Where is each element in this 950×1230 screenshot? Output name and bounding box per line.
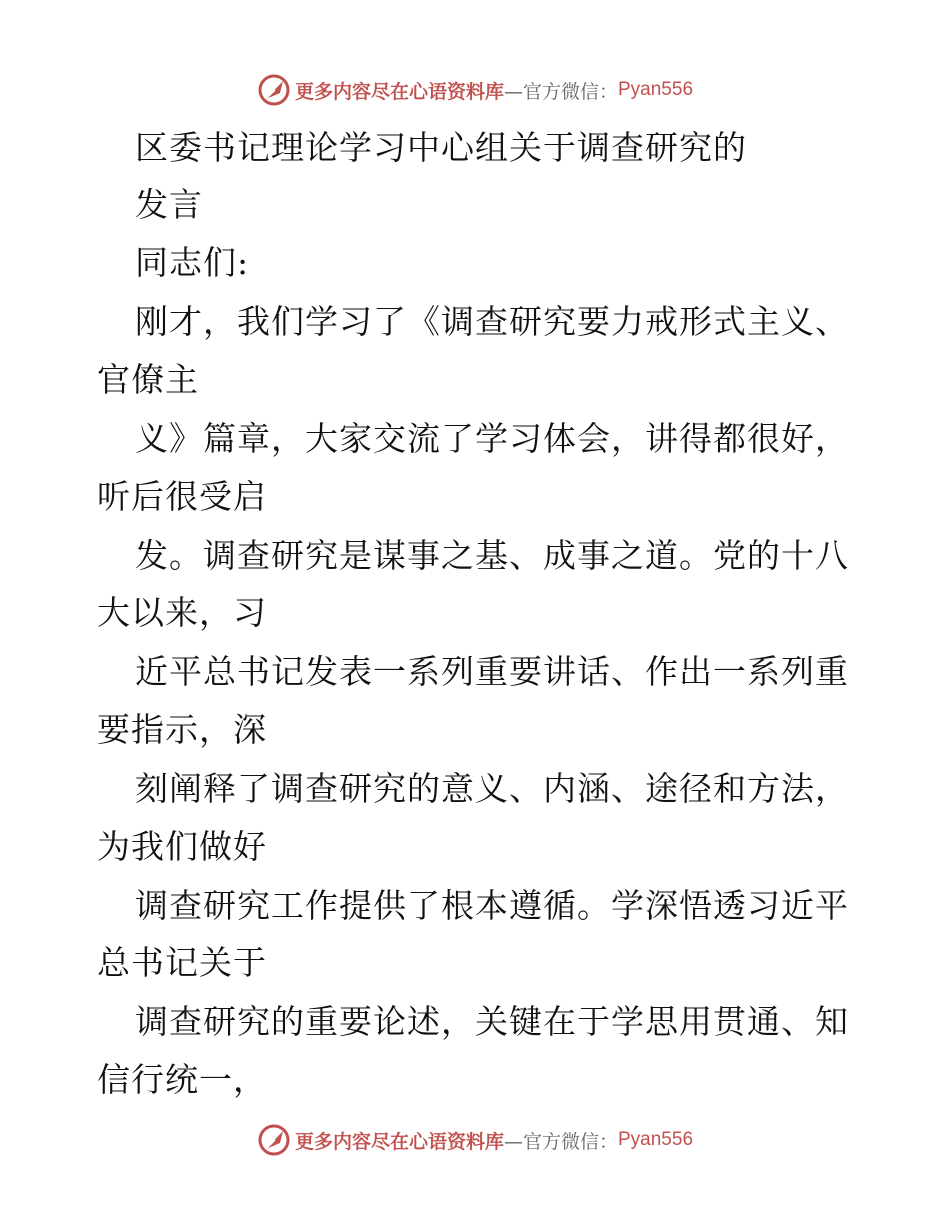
- doc-line: 调查研究的重要论述，关键在于学思用贯通、知: [135, 1002, 849, 1041]
- watermark-sub-text: —官方微信：: [503, 80, 618, 103]
- doc-line: 调查研究工作提供了根本遵循。学深悟透习近平: [135, 886, 849, 925]
- doc-line: 大以来，习: [97, 593, 267, 632]
- doc-line: 为我们做好: [97, 827, 267, 866]
- doc-line: 刚才，我们学习了《调查研究要力戒形式主义、: [135, 302, 849, 341]
- watermark-wechat-id: Pyan556: [618, 79, 694, 100]
- doc-line: 要指示，深: [97, 710, 267, 749]
- doc-salutation: 同志们:: [135, 243, 250, 282]
- doc-title-line-1: 区委书记理论学习中心组关于调查研究的: [135, 128, 747, 167]
- doc-line: 义》篇章，大家交流了学习体会，讲得都很好，: [135, 419, 849, 458]
- quill-logo-icon: [257, 1123, 291, 1157]
- watermark-wechat-id: Pyan556: [618, 1129, 694, 1150]
- footer-watermark: [0, 1120, 950, 1160]
- watermark-main-text: 更多内容尽在心语资料库: [294, 80, 504, 103]
- doc-line: 发。调查研究是谋事之基、成事之道。党的十八: [135, 536, 849, 575]
- doc-line: 刻阐释了调查研究的意义、内涵、途径和方法，: [135, 769, 849, 808]
- doc-line: 官僚主: [97, 360, 199, 399]
- watermark-main-text: 更多内容尽在心语资料库: [294, 1130, 504, 1153]
- doc-line: 总书记关于: [97, 943, 267, 982]
- doc-line: 听后很受启: [97, 477, 267, 516]
- doc-line: 信行统一，: [97, 1060, 267, 1099]
- doc-title-line-2: 发言: [135, 185, 203, 224]
- doc-line: 近平总书记发表一系列重要讲话、作出一系列重: [135, 652, 849, 691]
- watermark-sub-text: —官方微信：: [503, 1130, 618, 1153]
